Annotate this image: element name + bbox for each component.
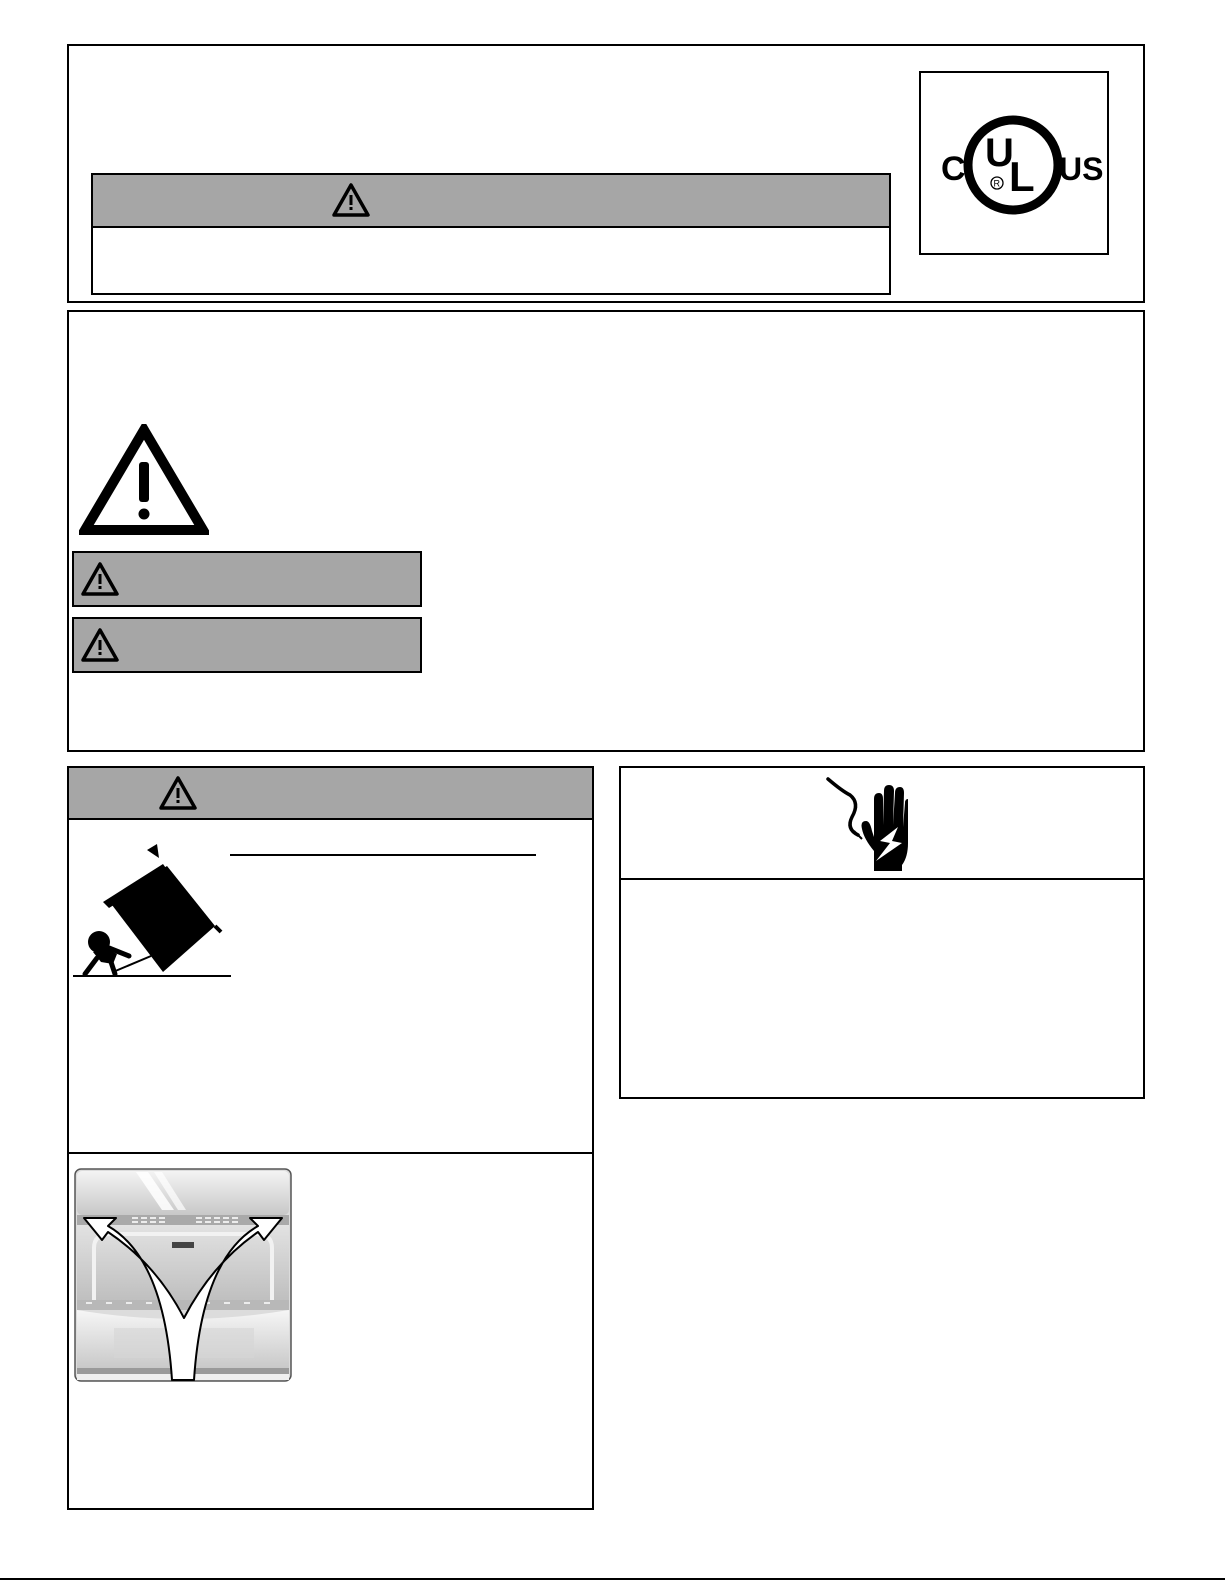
cert-c-letter: C: [941, 150, 966, 188]
anti-tip-header-bar: [69, 768, 592, 820]
oven-door-illustration-icon: [74, 1168, 294, 1384]
warning-header-bar: [91, 173, 891, 228]
safety-section: [67, 310, 1145, 752]
certification-logo-box: [919, 71, 1109, 255]
warning-triangle-icon: [80, 561, 120, 597]
range-tip-over-child-icon: [73, 844, 233, 984]
cert-l-letter: L: [1009, 153, 1035, 200]
cert-u-letter: U: [985, 131, 1014, 175]
large-warning-triangle-icon: [79, 424, 209, 536]
anti-tip-title-rule: [230, 854, 536, 856]
cert-registered-mark: R: [993, 178, 1000, 189]
warning-triangle-icon: [331, 182, 371, 218]
top-section: [67, 44, 1145, 303]
warning-body-box: [91, 226, 891, 295]
anti-tip-divider: [69, 1152, 592, 1154]
electric-shock-hand-icon: [824, 773, 908, 873]
electrical-warning-panel: [619, 766, 1145, 1099]
danger-signal-bar: [72, 551, 422, 607]
anti-tip-panel: [67, 766, 594, 1510]
page-bottom-rule: [0, 1578, 1225, 1580]
warning-signal-bar: [72, 617, 422, 673]
c-ul-us-certification-logo: [921, 73, 1107, 253]
warning-triangle-icon: [80, 627, 120, 663]
electrical-divider: [621, 878, 1143, 880]
cert-us-letters: US: [1059, 151, 1104, 187]
warning-triangle-icon: [158, 775, 198, 811]
